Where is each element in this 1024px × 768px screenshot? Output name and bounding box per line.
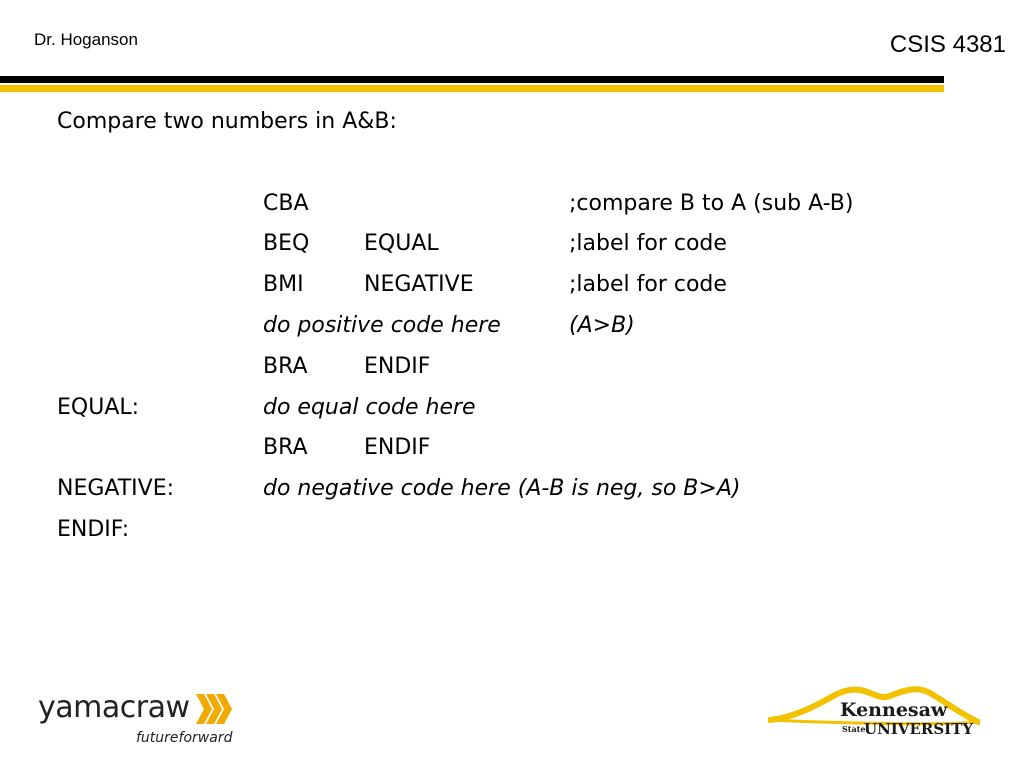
- course-title: CSIS 4381: [889, 31, 1006, 58]
- code-label: NEGATIVE:: [57, 476, 175, 501]
- code-arg: ENDIF: [364, 435, 431, 460]
- code-arg: EQUAL: [364, 231, 439, 256]
- ksu-line2: UNIVERSITY: [864, 720, 974, 738]
- code-italic-note: do negative code here (A-B is neg, so B>A): [263, 476, 741, 501]
- slide-heading: Compare two numbers in A&B:: [57, 109, 397, 134]
- code-comment: ;compare B to A (sub A-B): [569, 191, 854, 216]
- ksu-state: State: [842, 724, 866, 734]
- code-comment: (A>B): [569, 313, 635, 338]
- code-label: EQUAL:: [57, 395, 140, 420]
- yamacraw-tagline: futureforward: [136, 730, 233, 746]
- mountain-icon: [768, 682, 980, 742]
- code-italic-note: do equal code here: [263, 395, 476, 420]
- code-label: ENDIF:: [57, 517, 130, 542]
- code-op: BRA: [263, 435, 308, 460]
- code-italic-note: do positive code here: [263, 313, 501, 338]
- code-comment: ;label for code: [569, 272, 727, 297]
- code-comment: ;label for code: [569, 231, 727, 256]
- ksu-line1: Kennesaw: [840, 699, 948, 721]
- author-name: Dr. Hoganson: [34, 30, 138, 49]
- code-op: BMI: [263, 272, 304, 297]
- code-op: BEQ: [263, 231, 310, 256]
- yamacraw-wordmark: yamacraw: [38, 690, 190, 725]
- chevron-arrows-icon: [196, 692, 232, 726]
- code-op: CBA: [263, 191, 309, 216]
- code-op: BRA: [263, 354, 308, 379]
- code-arg: NEGATIVE: [364, 272, 474, 297]
- ksu-logo: [768, 682, 980, 742]
- yamacraw-logo: [38, 690, 248, 750]
- code-arg: ENDIF: [364, 354, 431, 379]
